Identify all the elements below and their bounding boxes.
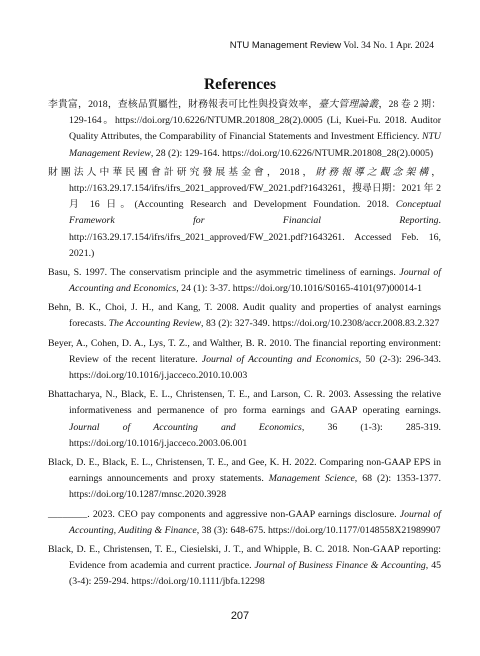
journal-name: NTU Management Review: [229, 40, 342, 51]
reference-entry: Behn, B. K., Choi, J. H., and Kang, T. 2008. Audit quality and properties of analyst earnings forecasts. The Accounting Review, 83 (2): 327-349. https://doi.org/10.2308/accr.2008.83.2.327: [48, 302, 441, 330]
reference-list: [48, 97, 441, 590]
reference-entry: Basu, S. 1997. The conservatism principle and the asymmetric timeliness of earnings. Journal of Accounting and Economics, 24 (1): 3-37. https://doi.org/10.1016/S0165-4101(97)00014-1: [48, 266, 441, 295]
reference-entry: 李貴富，2018，查核品質屬性，財務報表可比性與投資效率，臺大管理論叢，28 卷 2 期：129-164。https://doi.org/10.6226/NTUMR.201808_28(2).0005 (Li, Kuei-Fu. 2018. Auditor Quality Attributes, the Comparability of Financial Statements and Investment Efficiency. NTU Management Review, 28 (2): 129-164. https://doi.org/10.6226/NTUMR.201808_28(2).0005): [48, 99, 442, 159]
section-title: References: [203, 76, 276, 93]
reference-entry: Beyer, A., Cohen, D. A., Lys, T. Z., and Walther, B. R. 2010. The financial reporting environment: Review of the recent literature. Journal of Accounting and Economics, 50 (2-3): 296-343. https://doi.org/10.1016/j.jacceco.2010.10.003: [48, 337, 441, 381]
reference-entry: Bhattacharya, N., Black, E. L., Christensen, T. E., and Larson, C. R. 2003. Assessing the relative informativeness and permanence of pro forma earnings and GAAP operating earnings. Journal of Accounting and Economics, 36 (1-3): 285-319. https://doi.org/10.1016/j.jacceco.2003.06.001: [48, 389, 441, 449]
reference-entry: 財團法人中華民國會計研究發展基金會，2018，財務報導之觀念架構，http://163.29.17.154/ifrs/ifrs_2021_approved/FW_2021.pdf?1643261，搜尋日期：2021 年 2 月 16 日。(Accounting Research and Development Foundation. 2018. Conceptual Framework for Financial Reporting. http://163.29.17.154/ifrs/ifrs_2021_approved/FW_2021.pdf?1643261. Accessed Feb. 16, 2021.): [48, 166, 442, 259]
journal-issue: Vol. 34 No. 1 Apr. 2024: [343, 41, 434, 51]
reference-entry: ________. 2023. CEO pay components and aggressive non-GAAP earnings disclosure. Journal of Accounting, Auditing & Finance, 38 (3): 648-675. https://doi.org/10.1177/0148558X21989907: [48, 508, 441, 536]
running-head: [230, 40, 434, 51]
page-number: 207: [230, 610, 250, 622]
reference-entry: Black, D. E., Christensen, T. E., Ciesielski, J. T., and Whipple, B. C. 2018. Non-GAAP reporting: Evidence from academia and current practice. Journal of Business Finance & Accounting, 45 (3-4): 259-294. https://doi.org/10.1111/jbfa.12298: [48, 543, 441, 588]
reference-entry: Black, D. E., Black, E. L., Christensen, T. E., and Gee, K. H. 2022. Comparing non-GAAP EPS in earnings announcements and proxy statements. Management Science, 68 (2): 1353-1377. https://doi.org/10.1287/mnsc.2020.3928: [48, 456, 441, 501]
